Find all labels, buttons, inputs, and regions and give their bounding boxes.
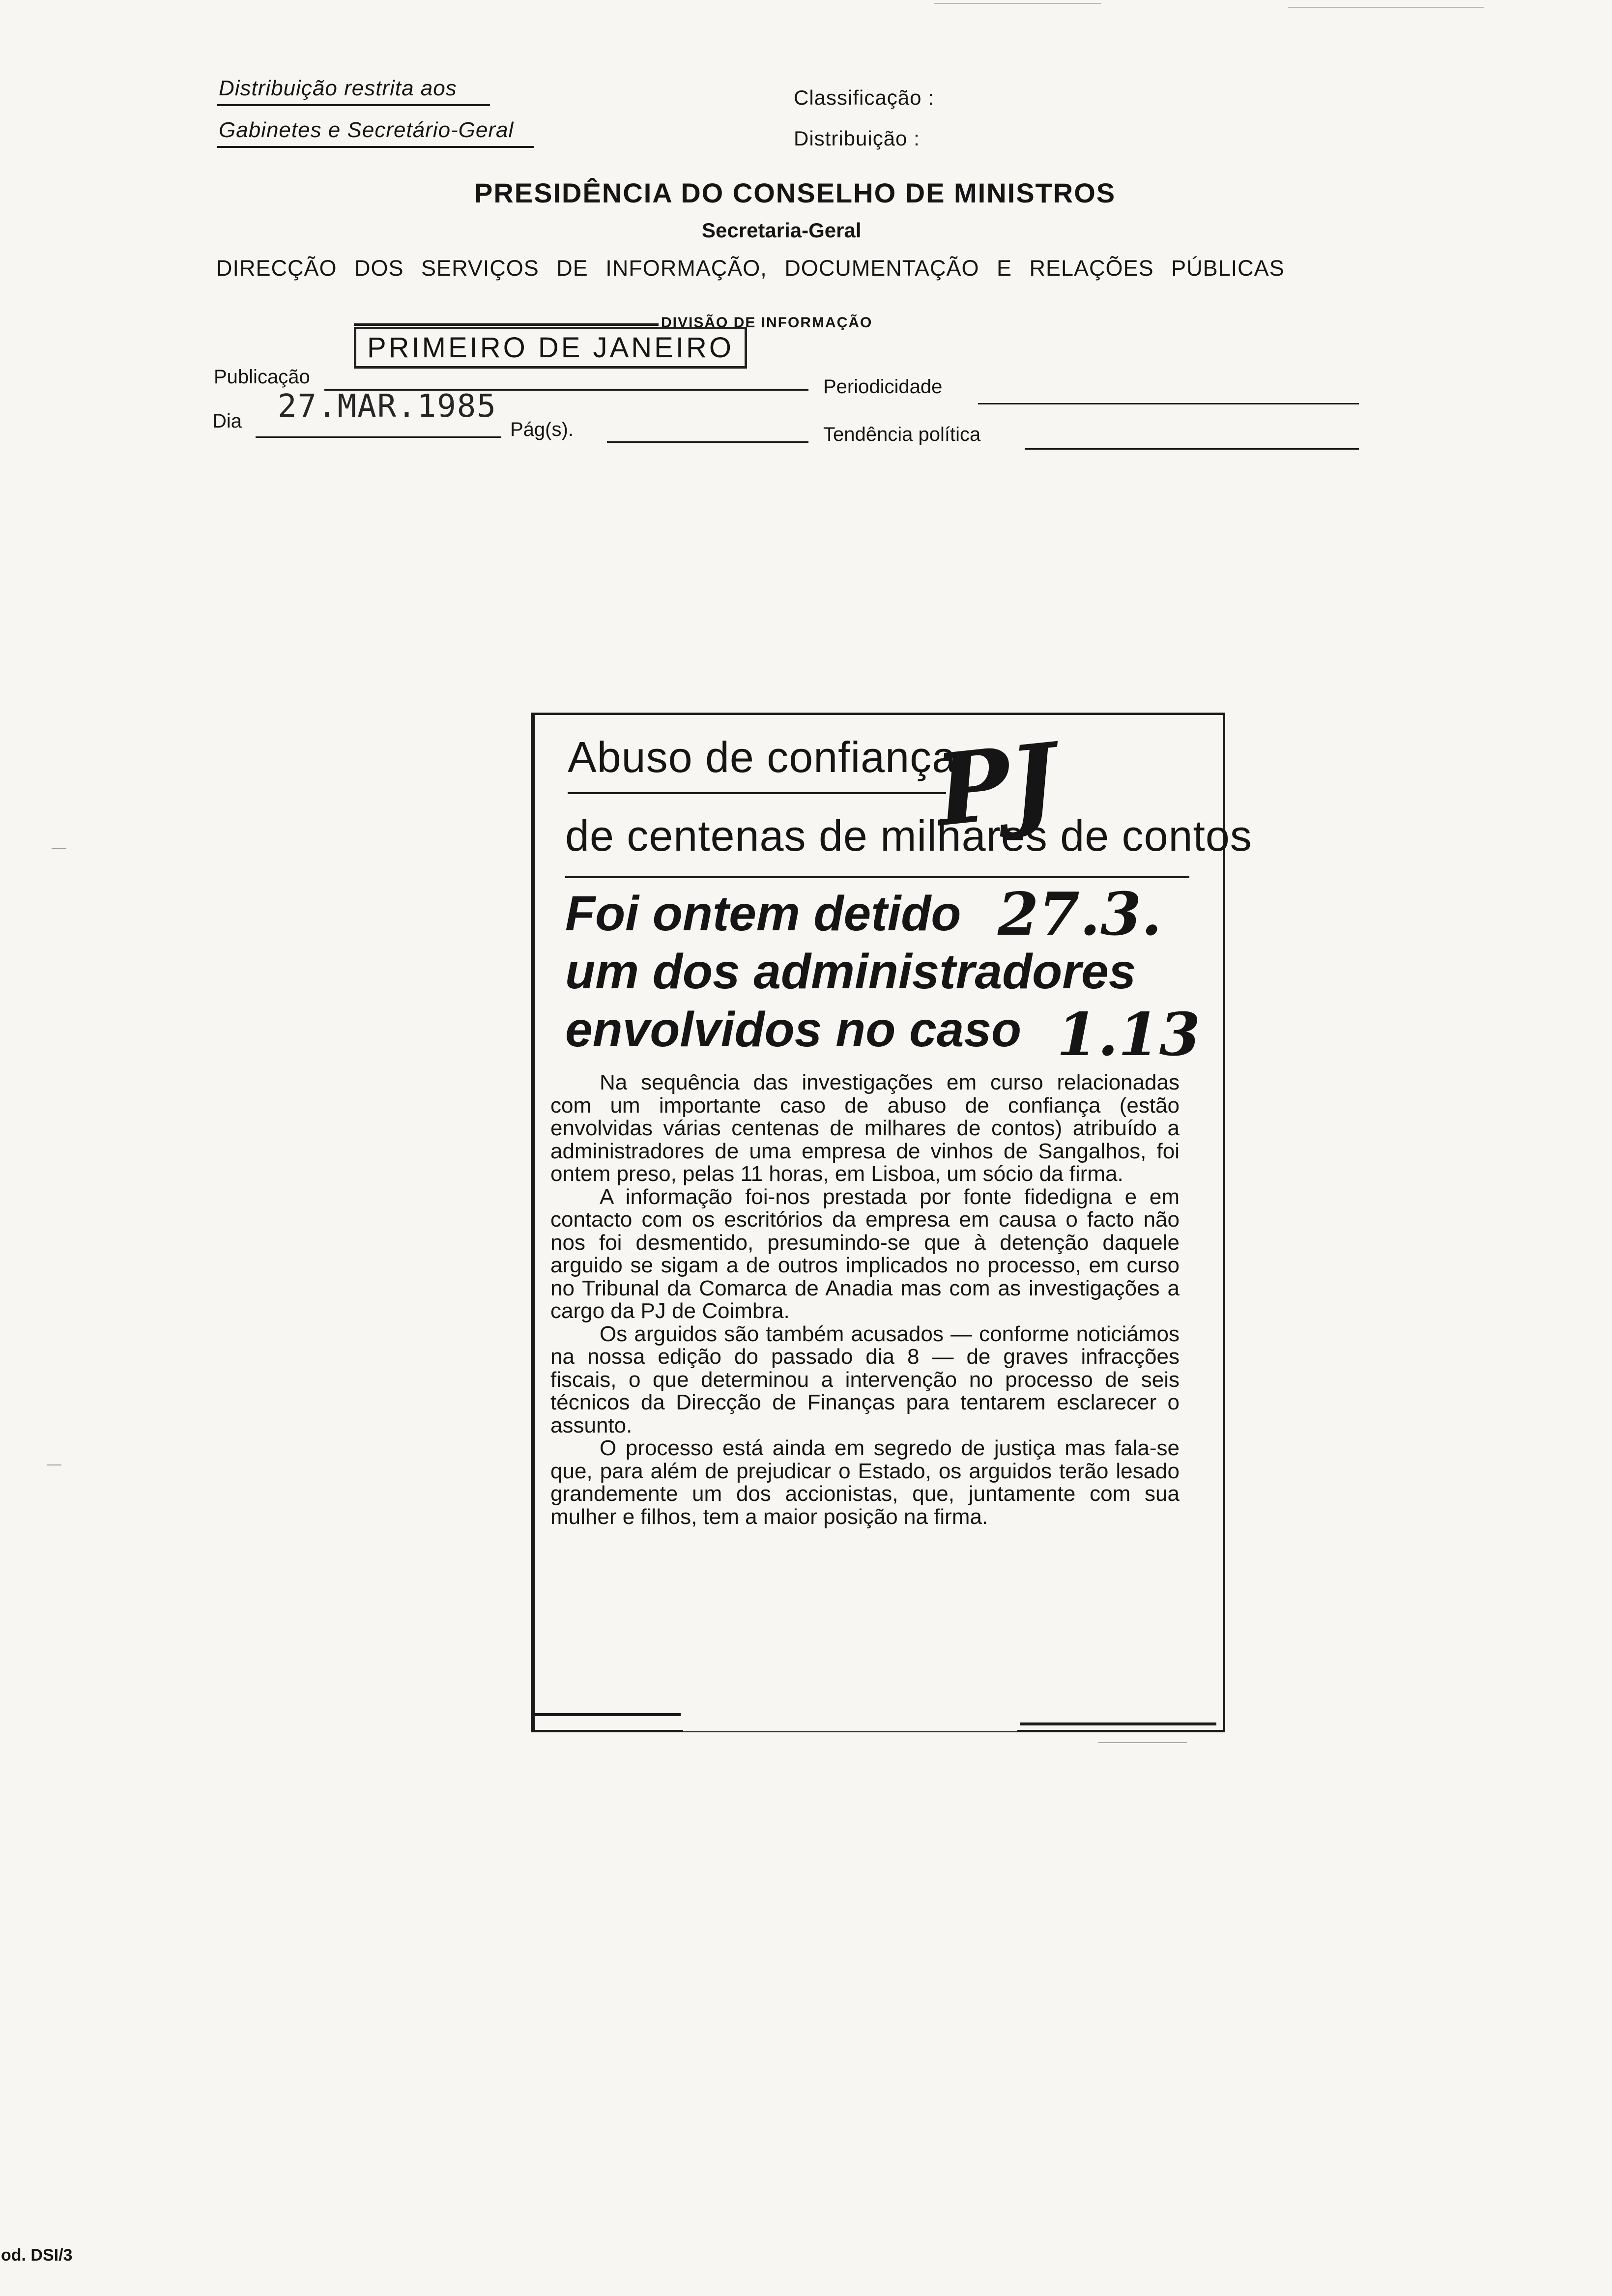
- clipping-bottom-gap-cover: [683, 1722, 1017, 1731]
- article-paragraph-1: Na sequência das investigações em curso relacionadas com um importante caso de abuso de confiança (estão envolvidas várias centenas de milhares de contos) atribuído a administradores de uma empresa de vinhos de Sangalhos, foi ontem preso, pelas 11 horas, em Lisboa, um sócio da firma.: [550, 1070, 1180, 1186]
- tendencia-line: [1025, 448, 1359, 450]
- classificacao-label: Classificação :: [794, 86, 934, 109]
- kicker-line-2: de centenas de milhares de contos: [565, 811, 1252, 860]
- form-code: od. DSI/3: [1, 2246, 73, 2265]
- restricted-line-1: Distribuição restrita aos: [219, 76, 457, 100]
- publicacao-stamp: PRIMEIRO DE JANEIRO: [354, 327, 747, 369]
- clipping-bottom-left: [531, 1713, 681, 1716]
- top-edge-mark: [1288, 7, 1484, 8]
- clipping-bottom-right: [1020, 1722, 1216, 1725]
- handwritten-initials: PJ: [930, 721, 1063, 849]
- dia-line: [256, 436, 501, 438]
- pag-line: [607, 441, 808, 443]
- article-paragraph-2: A informação foi-nos prestada por fonte fidedigna e em contacto com os escritórios da empresa em causa o facto não nos foi desmentido, presumindo-se que à detenção daquele arguido se sigam a de outros implicados no processo, em curso no Tribunal da Comarca de Anadia mas com as investigações a cargo da PJ de Coimbra.: [550, 1184, 1180, 1323]
- direccao-title: DIRECÇÃO DOS SERVIÇOS DE INFORMAÇÃO, DOCUMENTAÇÃO E RELAÇÕES PÚBLICAS: [216, 256, 1285, 281]
- stamp-top-rule: [354, 323, 659, 326]
- top-edge-mark: [934, 3, 1101, 4]
- scan-mark: [47, 1464, 61, 1465]
- article-paragraph-3: Os arguidos são também acusados — conforme noticiámos na nossa edição do passado dia 8 — de graves infracções fiscais, o que determinou a intervenção no processo de seis técnicos da Direcção de Finanças para tentarem esclarecer o assunto.: [550, 1321, 1180, 1437]
- kicker-underline-1: [568, 792, 946, 794]
- org-name: PRESIDÊNCIA DO CONSELHO DE MINISTROS: [474, 177, 1116, 208]
- publicacao-label: Publicação: [214, 366, 310, 388]
- pag-label: Pág(s).: [510, 419, 574, 440]
- restricted-line-2: Gabinetes e Secretário-Geral: [219, 118, 514, 142]
- article-body: [550, 1071, 1180, 1528]
- headline-line-1: Foi ontem detido: [565, 886, 961, 941]
- headline-line-2: um dos administradores: [565, 944, 1136, 999]
- secretaria-geral: Secretaria-Geral: [702, 219, 862, 242]
- distribuicao-label: Distribuição :: [794, 127, 920, 150]
- kicker-line-1: Abuso de confiança: [568, 733, 957, 781]
- periodicidade-line: [978, 403, 1359, 404]
- restricted-underline-1: [217, 104, 490, 106]
- kicker-underline-2: [565, 876, 1189, 878]
- article-paragraph-4: O processo está ainda em segredo de justiça mas fala-se que, para além de prejudicar o Estado, os arguidos terão lesado grandemente um dos accionistas, que, juntamente com sua mulher e filhos, tem a maior posição na firma.: [550, 1436, 1180, 1529]
- dia-date-stamp: 27.MAR.1985: [278, 388, 497, 425]
- handwritten-date-note: 27.3.: [998, 880, 1162, 949]
- handwritten-reference-note: 1.13: [1057, 1000, 1201, 1069]
- tendencia-label: Tendência política: [823, 424, 981, 445]
- restricted-underline-2: [217, 146, 534, 148]
- divisao-title: DIVISÃO DE INFORMAÇÃO: [661, 315, 873, 331]
- scan-mark: [1098, 1742, 1187, 1743]
- dia-label: Dia: [212, 410, 242, 432]
- periodicidade-label: Periodicidade: [823, 376, 943, 398]
- scan-mark: [52, 848, 66, 849]
- headline-line-3: envolvidos no caso: [565, 1002, 1022, 1057]
